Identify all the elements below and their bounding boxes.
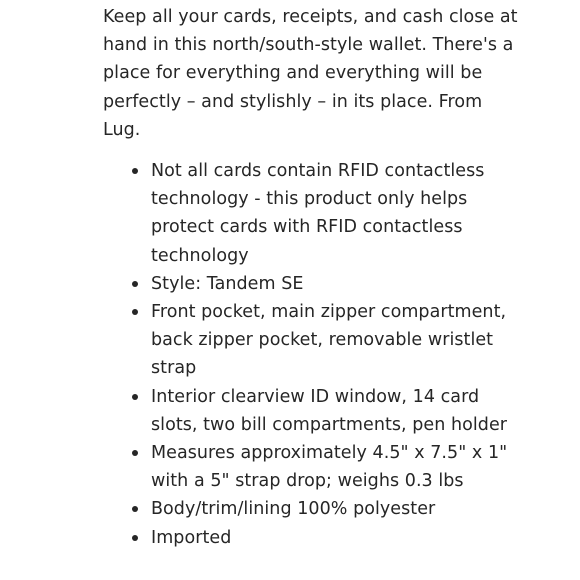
feature-item-style: Style: Tandem SE — [151, 270, 531, 298]
feature-item-rfid: Not all cards contain RFID contactless technology - this product only helps protect cards with RFID contactless technology — [151, 157, 531, 270]
feature-item-interior: Interior clearview ID window, 14 card slots, two bill compartments, pen holder — [151, 383, 531, 439]
feature-item-origin: Imported — [151, 524, 531, 552]
feature-item-measurements: Measures approximately 4.5" x 7.5" x 1" with a 5" strap drop; weighs 0.3 lbs — [151, 439, 531, 495]
feature-list — [151, 157, 531, 552]
feature-item-pockets: Front pocket, main zipper compartment, back zipper pocket, removable wristlet strap — [151, 298, 531, 383]
feature-item-material: Body/trim/lining 100% polyester — [151, 495, 531, 523]
description-intro: Keep all your cards, receipts, and cash close at hand in this north/south-style wallet. There's a place for everything and everything will be perfectly – and stylishly – in its place. From Lug. — [103, 7, 518, 140]
